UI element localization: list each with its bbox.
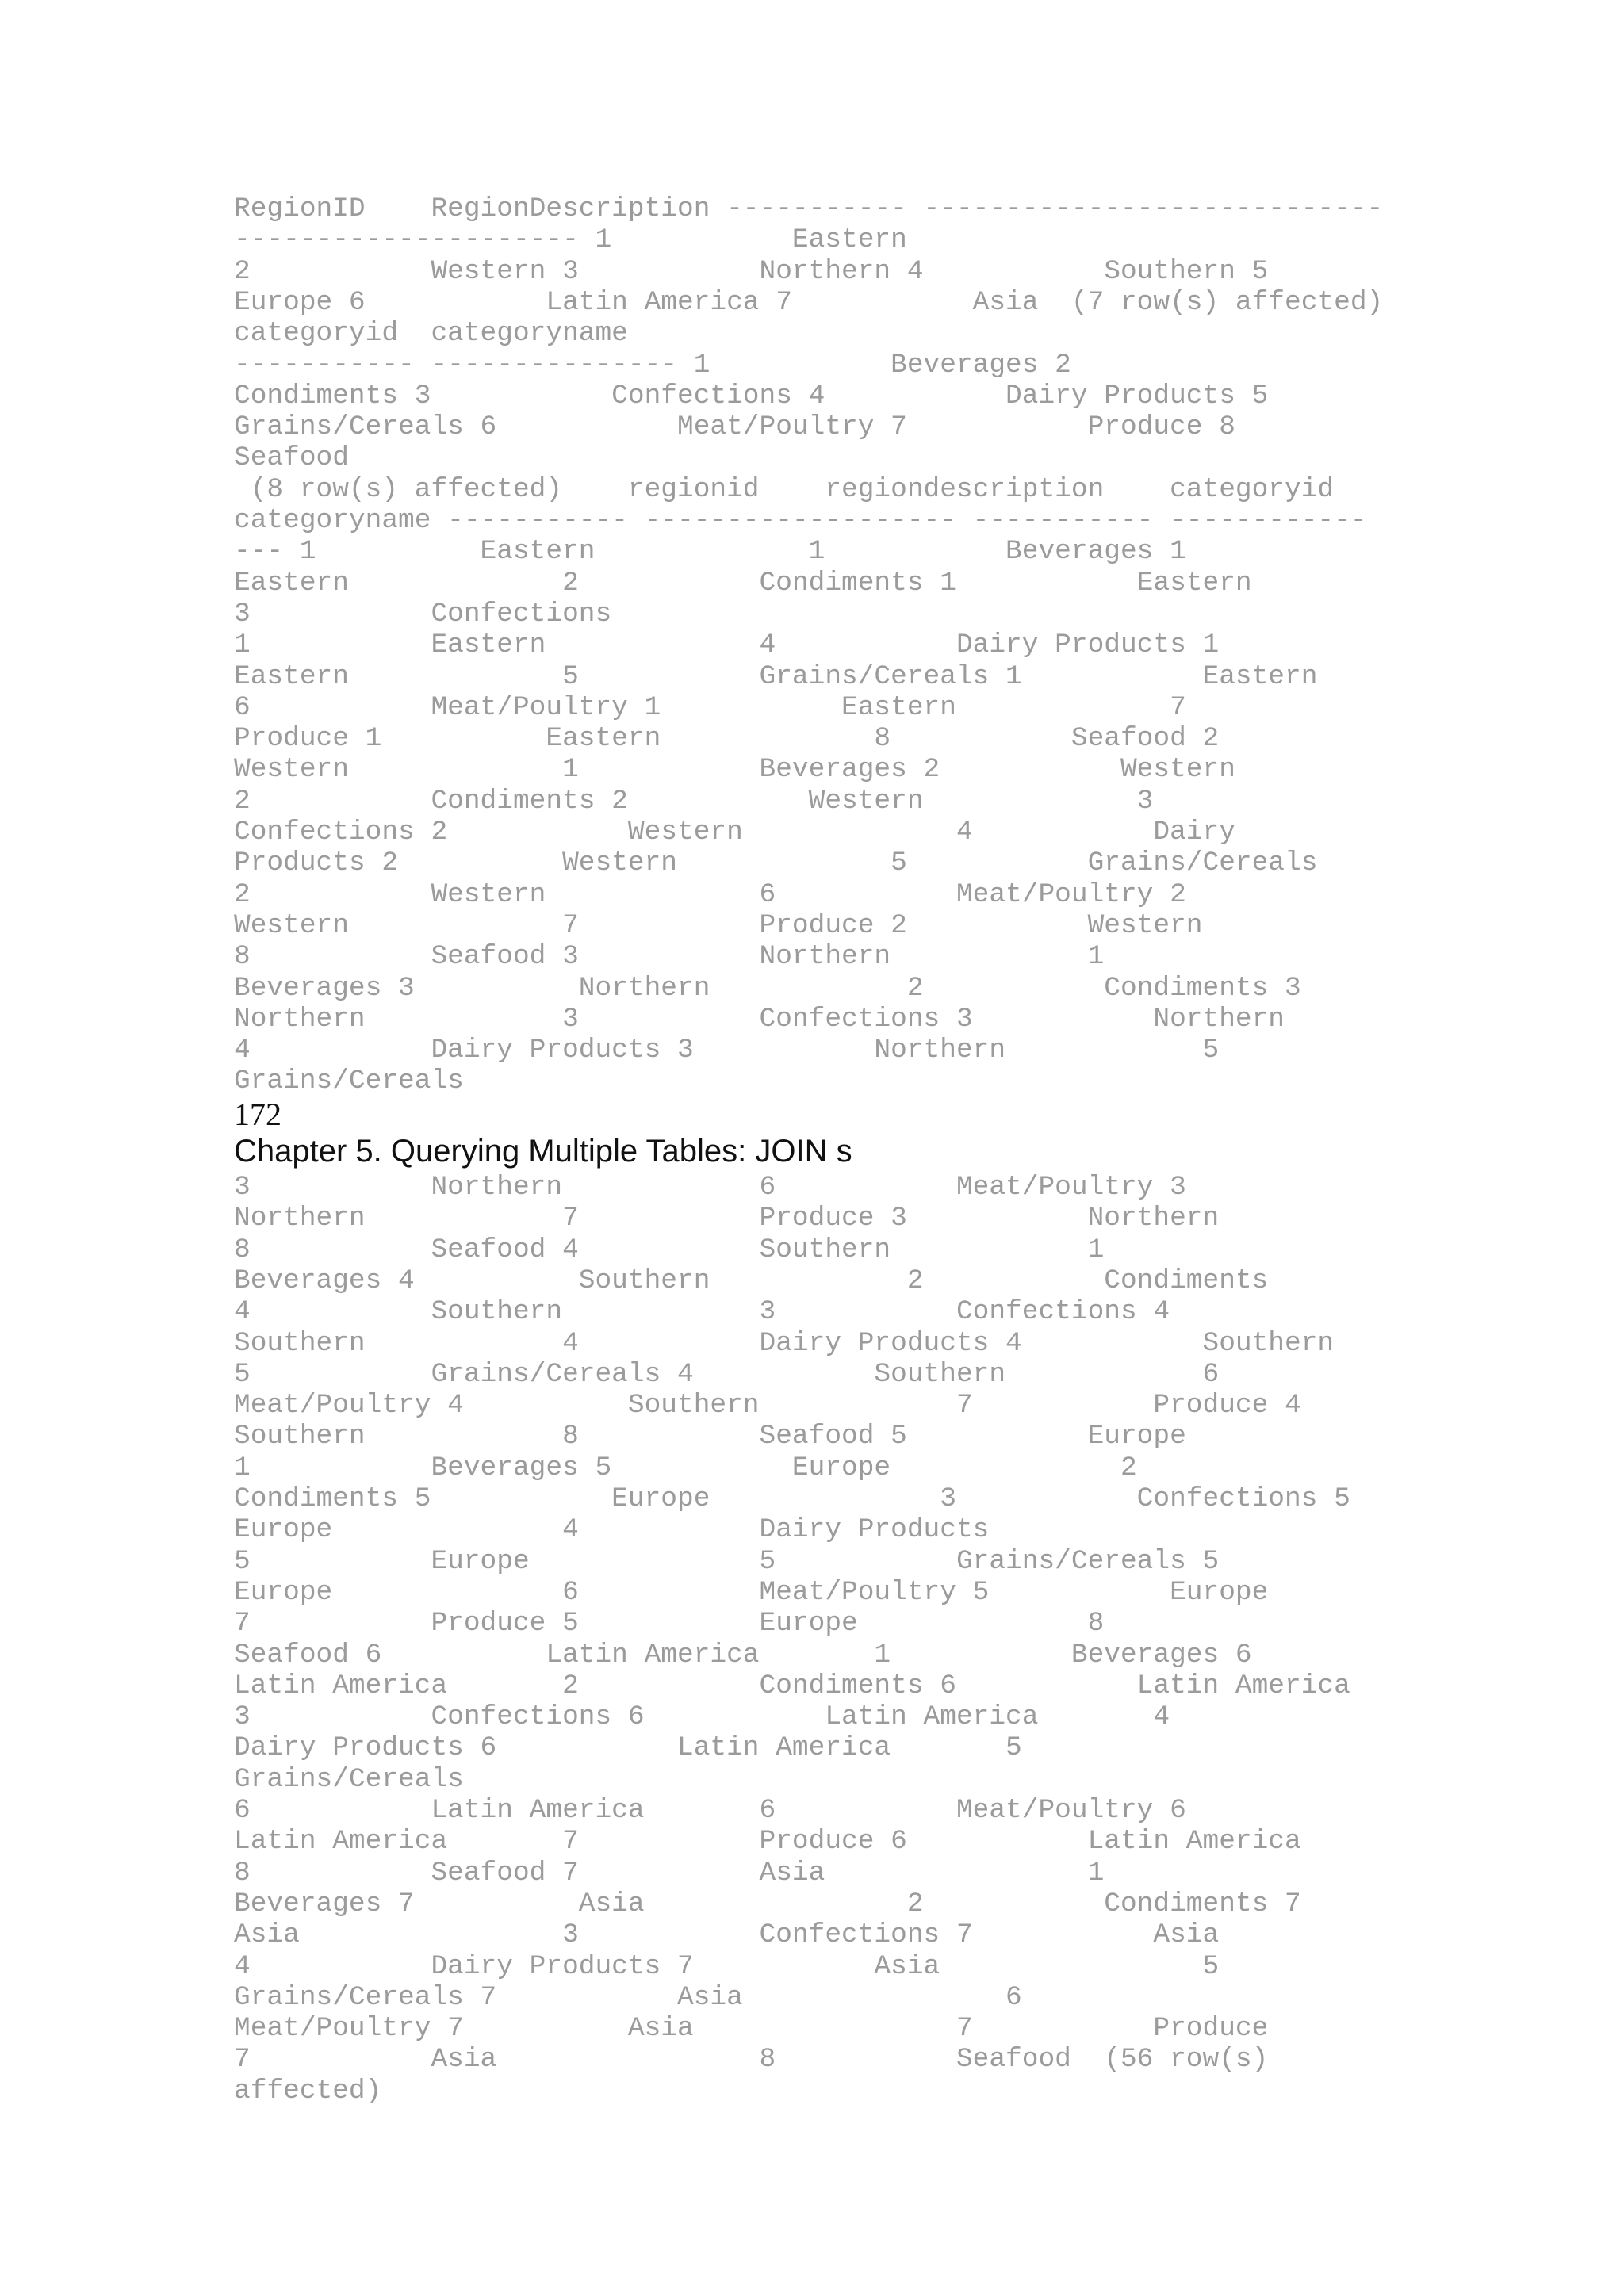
output-line: 5 Europe 5 Grains/Cereals 5 (234, 1545, 1220, 1577)
output-line: 4 Southern 3 Confections 4 (234, 1296, 1170, 1328)
output-line: Grains/Cereals (234, 1763, 464, 1795)
output-line: Condiments 5 Europe 3 Confections 5 (234, 1483, 1350, 1514)
output-line: Beverages 3 Northern 2 Condiments 3 (234, 972, 1301, 1004)
output-line: Grains/Cereals 6 Meat/Poultry 7 Produce 8 (234, 411, 1235, 443)
output-line: 8 Seafood 4 Southern 1 (234, 1234, 1105, 1265)
output-line: 2 Western 6 Meat/Poultry 2 (234, 878, 1186, 910)
output-line: --- 1 Eastern 1 Beverages 1 (234, 536, 1186, 568)
output-line: Asia 3 Confections 7 Asia (234, 1919, 1220, 1951)
output-line: 3 Northern 6 Meat/Poultry 3 (234, 1172, 1186, 1203)
output-line: Northern 7 Produce 3 Northern (234, 1203, 1220, 1234)
output-line: 8 Seafood 7 Asia 1 (234, 1857, 1105, 1888)
output-line: 6 Meat/Poultry 1 Eastern 7 (234, 691, 1186, 723)
output-line: Products 2 Western 5 Grains/Cereals (234, 848, 1318, 879)
output-line: (8 row(s) affected) regionid regiondescription categoryid (234, 473, 1335, 505)
output-line: 8 Seafood 3 Northern 1 (234, 941, 1105, 973)
chapter-header: Chapter 5. Querying Multiple Tables: JOIN s (234, 1134, 852, 1169)
output-line: 4 Dairy Products 3 Northern 5 (234, 1035, 1220, 1066)
output-line: Confections 2 Western 4 Dairy (234, 817, 1235, 848)
output-line: Beverages 4 Southern 2 Condiments (234, 1265, 1269, 1296)
output-line: 3 Confections 6 Latin America 4 (234, 1701, 1170, 1733)
output-line: 6 Latin America 6 Meat/Poultry 6 (234, 1795, 1186, 1826)
output-line: Western 1 Beverages 2 Western (234, 754, 1235, 786)
output-line: 2 Condiments 2 Western 3 (234, 785, 1154, 817)
output-line: Grains/Cereals (234, 1066, 464, 1097)
output-line: Eastern 2 Condiments 1 Eastern (234, 567, 1252, 599)
output-line: categoryname ----------- ------------------- ----------- ------------ (234, 505, 1367, 536)
output-line: Latin America 2 Condiments 6 Latin America (234, 1670, 1350, 1701)
page-number: 172 (234, 1096, 282, 1132)
output-line: 2 Western 3 Northern 4 Southern 5 (234, 255, 1269, 287)
output-line: Dairy Products 6 Latin America 5 (234, 1732, 1022, 1764)
output-line: Europe 4 Dairy Products (234, 1514, 990, 1546)
output-line: Southern 4 Dairy Products 4 Southern (234, 1327, 1335, 1359)
output-line: Meat/Poultry 4 Southern 7 Produce 4 (234, 1390, 1301, 1422)
output-line: 1 Eastern 4 Dairy Products 1 (234, 629, 1220, 661)
output-line: Meat/Poultry 7 Asia 7 Produce (234, 2013, 1269, 2045)
output-line: Seafood (234, 442, 349, 474)
output-line: Beverages 7 Asia 2 Condiments 7 (234, 1888, 1301, 1919)
output-line: Latin America 7 Produce 6 Latin America (234, 1826, 1301, 1858)
output-line: categoryid categoryname (234, 318, 628, 350)
output-line: ----------- --------------- 1 Beverages 2 (234, 349, 1071, 381)
output-line: 1 Beverages 5 Europe 2 (234, 1452, 1137, 1483)
output-line: Southern 8 Seafood 5 Europe (234, 1421, 1186, 1452)
output-line: Europe 6 Latin America 7 Asia (7 row(s) affected) (234, 286, 1384, 318)
output-line: Produce 1 Eastern 8 Seafood 2 (234, 723, 1220, 755)
output-line: RegionID RegionDescription ----------- ---------------------------- (234, 193, 1384, 224)
output-line: Northern 3 Confections 3 Northern (234, 1003, 1285, 1035)
output-line: 4 Dairy Products 7 Asia 5 (234, 1950, 1220, 1982)
output-line: Condiments 3 Confections 4 Dairy Products 5 (234, 380, 1269, 411)
output-line: 7 Produce 5 Europe 8 (234, 1608, 1105, 1640)
output-line: Eastern 5 Grains/Cereals 1 Eastern (234, 660, 1318, 692)
output-line: Seafood 6 Latin America 1 Beverages 6 (234, 1639, 1252, 1670)
output-line: --------------------- 1 Eastern (234, 224, 907, 256)
output-line: affected) (234, 2075, 382, 2107)
output-line: Western 7 Produce 2 Western (234, 909, 1203, 941)
output-line: 5 Grains/Cereals 4 Southern 6 (234, 1358, 1220, 1390)
output-line: 3 Confections (234, 598, 612, 629)
output-line: Europe 6 Meat/Poultry 5 Europe (234, 1576, 1269, 1608)
output-line: Grains/Cereals 7 Asia 6 (234, 1981, 1022, 2013)
output-line: 7 Asia 8 Seafood (56 row(s) (234, 2044, 1269, 2076)
